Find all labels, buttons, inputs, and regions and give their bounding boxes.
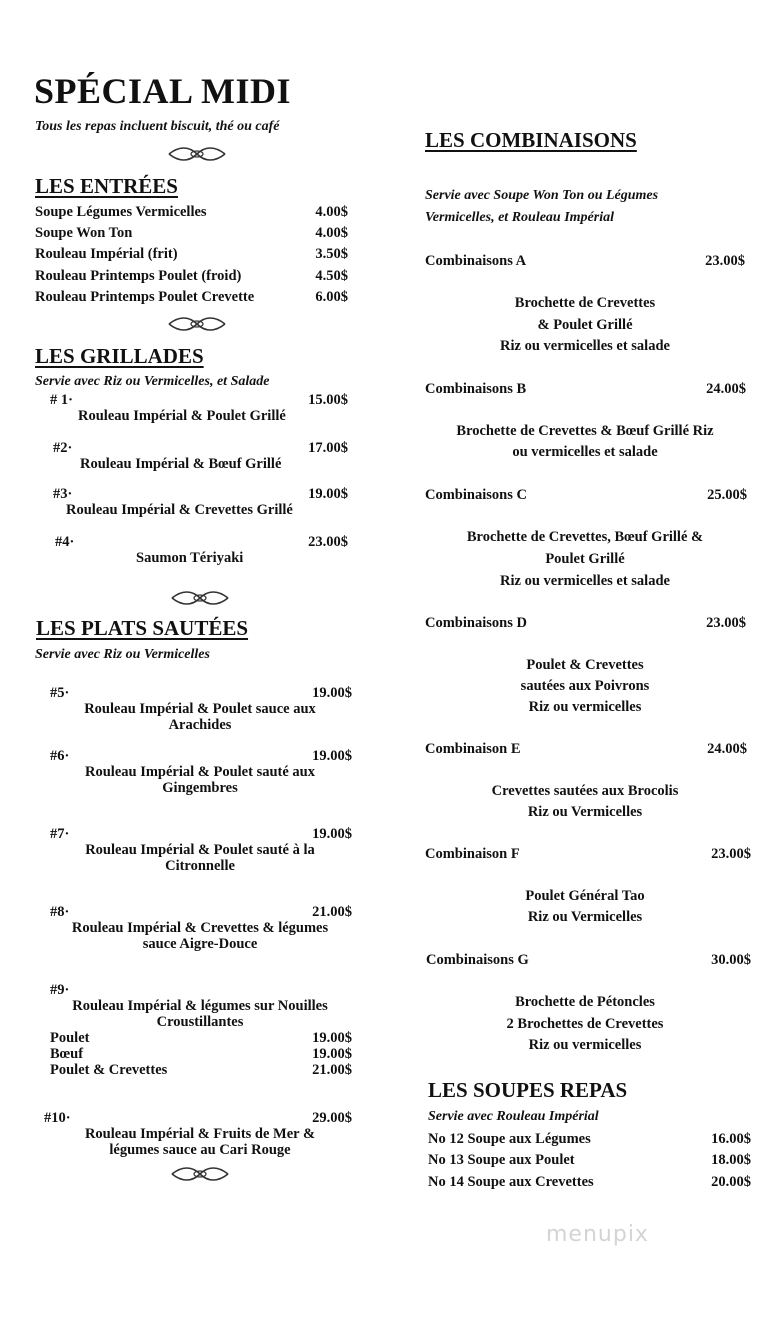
combo-price: 25.00$: [707, 487, 747, 503]
plat-desc: Rouleau Impérial & Poulet sauté aux: [85, 764, 315, 780]
plat-number: #10·: [44, 1110, 71, 1126]
soupe-price: 20.00$: [711, 1174, 751, 1190]
plat-price: 29.00$: [312, 1110, 352, 1126]
combo-desc: Brochette de Crevettes, Bœuf Grillé &: [466, 529, 704, 545]
entree-name: Rouleau Impérial (frit): [35, 246, 178, 262]
plats-heading: LES PLATS SAUTÉES: [36, 616, 249, 640]
grillade-price: 23.00$: [308, 534, 348, 550]
combo-name: Combinaisons D: [425, 615, 527, 631]
combo-desc: sautées aux Poivrons: [520, 678, 650, 694]
combo-desc: Riz ou vermicelles et salade: [500, 338, 670, 354]
plat-desc: Rouleau Impérial & Fruits de Mer &: [84, 1126, 316, 1142]
entree-price: 4.50$: [315, 268, 348, 284]
entree-price: 4.00$: [315, 225, 348, 241]
plat-number: #8·: [50, 904, 70, 920]
grillade-number: # 1·: [50, 392, 73, 408]
grillade-number: #3·: [53, 486, 73, 502]
plat-desc: Rouleau Impérial & légumes sur Nouilles: [72, 998, 328, 1014]
combo-name: Combinaisons A: [425, 253, 527, 269]
grillade-price: 19.00$: [308, 486, 348, 502]
grillade-number: #2·: [53, 440, 73, 456]
combo-price: 23.00$: [705, 253, 745, 269]
entree-price: 3.50$: [315, 246, 348, 262]
plat-desc: Rouleau Impérial & Poulet sauté à la: [85, 842, 315, 858]
combo-desc: Riz ou Vermicelles: [527, 909, 643, 925]
plat-option-name: Bœuf: [50, 1046, 84, 1062]
grillade-desc: Rouleau Impérial & Bœuf Grillé: [80, 456, 282, 472]
combo-price: 23.00$: [711, 846, 751, 862]
plat-option-price: 21.00$: [312, 1062, 352, 1078]
plat-option-price: 19.00$: [312, 1046, 352, 1062]
combo-name: Combinaison F: [425, 846, 520, 862]
page-subtitle: Tous les repas incluent biscuit, thé ou café: [35, 119, 280, 134]
soupe-name: No 13 Soupe aux Poulet: [428, 1152, 575, 1168]
combo-desc: Brochette de Crevettes & Bœuf Grillé Riz: [456, 423, 714, 439]
combo-name: Combinaisons B: [425, 381, 527, 397]
combinaisons-note: Vermicelles, et Rouleau Impérial: [425, 210, 614, 225]
plat-price: 19.00$: [312, 826, 352, 842]
soupe-name: No 12 Soupe aux Légumes: [428, 1131, 591, 1147]
combo-desc: Brochette de Crevettes: [514, 295, 656, 311]
soupes-note: Servie avec Rouleau Impérial: [428, 1109, 599, 1124]
flourish-ornament: [165, 314, 229, 334]
combo-desc: Riz ou vermicelles: [528, 699, 642, 715]
plat-option-name: Poulet: [50, 1030, 90, 1046]
watermark: menupix: [546, 1222, 649, 1247]
combo-desc: Poulet Grillé: [545, 551, 625, 567]
soupe-price: 18.00$: [711, 1152, 751, 1168]
soupe-name: No 14 Soupe aux Crevettes: [428, 1174, 594, 1190]
grillade-desc: Rouleau Impérial & Poulet Grillé: [78, 408, 286, 424]
combo-desc: Riz ou vermicelles: [528, 1037, 642, 1053]
plat-number: #6·: [50, 748, 70, 764]
plat-desc: Croustillantes: [156, 1014, 244, 1030]
plat-number: #5·: [50, 685, 70, 701]
page-title: SPÉCIAL MIDI: [34, 71, 292, 111]
plat-price: 19.00$: [312, 685, 352, 701]
plat-desc: sauce Aigre-Douce: [142, 936, 258, 952]
plats-note: Servie avec Riz ou Vermicelles: [35, 647, 210, 662]
combinaisons-heading: LES COMBINAISONS: [425, 128, 637, 152]
grillade-number: #4·: [55, 534, 75, 550]
plat-desc: Arachides: [168, 717, 232, 733]
soupe-price: 16.00$: [711, 1131, 751, 1147]
soupes-heading: LES SOUPES REPAS: [428, 1078, 628, 1102]
combo-desc: Brochette de Pétoncles: [515, 994, 655, 1010]
plat-desc: Rouleau Impérial & Crevettes & légumes: [71, 920, 329, 936]
grillade-price: 17.00$: [308, 440, 348, 456]
plat-option-price: 19.00$: [312, 1030, 352, 1046]
entree-price: 4.00$: [315, 204, 348, 220]
grillade-price: 15.00$: [308, 392, 348, 408]
combo-desc: Riz ou vermicelles et salade: [500, 573, 670, 589]
plat-option-name: Poulet & Crevettes: [50, 1062, 168, 1078]
entree-name: Rouleau Printemps Poulet (froid): [35, 268, 242, 284]
combo-price: 24.00$: [706, 381, 746, 397]
plat-number: #7·: [50, 826, 70, 842]
entree-name: Soupe Won Ton: [35, 225, 133, 241]
grillades-heading: LES GRILLADES: [35, 344, 204, 368]
combo-price: 30.00$: [711, 952, 751, 968]
entree-name: Soupe Légumes Vermicelles: [35, 204, 207, 220]
combo-desc: Poulet & Crevettes: [526, 657, 644, 673]
grillade-desc: Rouleau Impérial & Crevettes Grillé: [66, 502, 293, 518]
plat-desc: Citronnelle: [165, 858, 235, 874]
grillades-note: Servie avec Riz ou Vermicelles, et Salade: [35, 374, 270, 389]
flourish-ornament: [165, 144, 229, 164]
plat-price: 21.00$: [312, 904, 352, 920]
entree-price: 6.00$: [315, 289, 348, 305]
entrees-heading: LES ENTRÉES: [35, 174, 178, 198]
grillade-desc: Saumon Tériyaki: [136, 550, 244, 566]
flourish-ornament: [168, 588, 232, 608]
combo-name: Combinaisons C: [425, 487, 527, 503]
plat-desc: Gingembres: [162, 780, 238, 796]
combo-name: Combinaison E: [425, 741, 521, 757]
combinaisons-note: Servie avec Soupe Won Ton ou Légumes: [425, 188, 659, 203]
combo-desc: Poulet Général Tao: [525, 888, 645, 904]
plat-price: 19.00$: [312, 748, 352, 764]
combo-price: 24.00$: [707, 741, 747, 757]
plat-desc: légumes sauce au Cari Rouge: [109, 1142, 291, 1158]
combo-desc: & Poulet Grillé: [537, 317, 633, 333]
plat-number: #9·: [50, 982, 70, 998]
plat-desc: Rouleau Impérial & Poulet sauce aux: [84, 701, 316, 717]
entree-name: Rouleau Printemps Poulet Crevette: [35, 289, 255, 305]
combo-desc: Crevettes sautées aux Brocolis: [491, 783, 679, 799]
combo-price: 23.00$: [706, 615, 746, 631]
combo-name: Combinaisons G: [426, 952, 529, 968]
combo-desc: Riz ou Vermicelles: [527, 804, 643, 820]
flourish-ornament: [168, 1164, 232, 1184]
combo-desc: ou vermicelles et salade: [512, 444, 658, 460]
combo-desc: 2 Brochettes de Crevettes: [506, 1016, 664, 1032]
